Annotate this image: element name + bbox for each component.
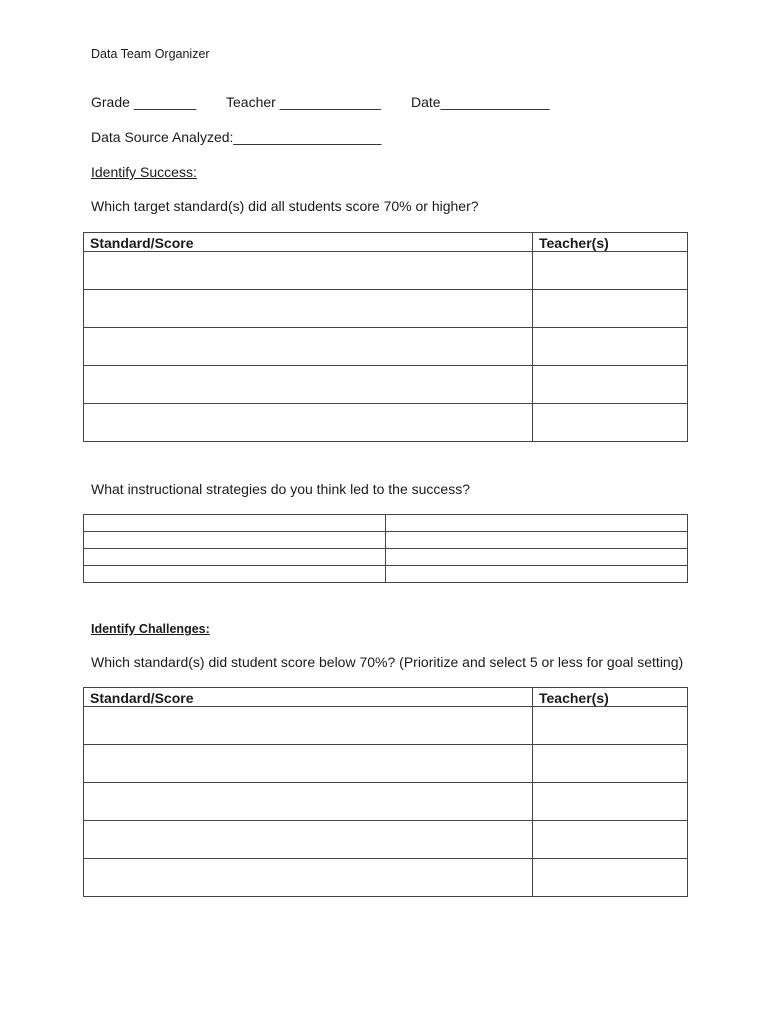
table-row	[84, 783, 688, 821]
strategies-table	[83, 514, 688, 583]
strategy-cell[interactable]	[84, 532, 386, 549]
challenges-question: Which standard(s) did student score below 70%? (Prioritize and select 5 or less for goal setting)	[91, 654, 684, 670]
teachers-cell[interactable]	[533, 404, 688, 442]
table-row	[84, 252, 688, 290]
standard-score-cell[interactable]	[84, 859, 533, 897]
strategy-cell[interactable]	[84, 515, 386, 532]
standard-score-cell[interactable]	[84, 366, 533, 404]
table-row	[84, 532, 688, 549]
teachers-cell[interactable]	[533, 366, 688, 404]
teachers-cell[interactable]	[533, 290, 688, 328]
strategy-cell[interactable]	[386, 549, 688, 566]
teachers-cell[interactable]	[533, 821, 688, 859]
standard-score-cell[interactable]	[84, 252, 533, 290]
table-row	[84, 566, 688, 583]
teachers-cell[interactable]	[533, 783, 688, 821]
table-row	[84, 821, 688, 859]
teachers-cell[interactable]	[533, 252, 688, 290]
strategy-cell[interactable]	[386, 566, 688, 583]
table-row	[84, 549, 688, 566]
challenges-standards-table	[83, 687, 688, 897]
teachers-cell[interactable]	[533, 745, 688, 783]
success-question: Which target standard(s) did all students score 70% or higher?	[91, 198, 479, 214]
strategy-cell[interactable]	[386, 532, 688, 549]
standard-score-cell[interactable]	[84, 821, 533, 859]
table-header-row	[84, 688, 688, 707]
date-label: Date	[411, 94, 441, 110]
document-title: Data Team Organizer	[91, 47, 210, 61]
column-header-standard-score: Standard/Score	[84, 688, 533, 707]
teachers-cell[interactable]	[533, 707, 688, 745]
column-header-standard-score: Standard/Score	[84, 233, 533, 252]
table-header-row	[84, 233, 688, 252]
teacher-field[interactable]	[226, 94, 381, 110]
standard-score-cell[interactable]	[84, 707, 533, 745]
data-source-blank[interactable]: ___________________	[233, 129, 382, 145]
standard-score-cell[interactable]	[84, 745, 533, 783]
table-row	[84, 859, 688, 897]
strategy-cell[interactable]	[386, 515, 688, 532]
standard-score-cell[interactable]	[84, 404, 533, 442]
strategies-question: What instructional strategies do you think led to the success?	[91, 481, 470, 497]
data-source-field[interactable]	[91, 129, 381, 145]
standard-score-cell[interactable]	[84, 290, 533, 328]
standard-score-cell[interactable]	[84, 328, 533, 366]
column-header-teachers: Teacher(s)	[533, 688, 688, 707]
success-standards-table	[83, 232, 688, 442]
data-source-label: Data Source Analyzed:	[91, 129, 234, 145]
table-row	[84, 515, 688, 532]
strategy-cell[interactable]	[84, 549, 386, 566]
table-row	[84, 328, 688, 366]
date-blank[interactable]: ______________	[440, 94, 550, 110]
teacher-blank[interactable]: _____________	[279, 94, 381, 110]
table-row	[84, 745, 688, 783]
grade-blank[interactable]: ________	[133, 94, 197, 110]
grade-label: Grade	[91, 94, 130, 110]
date-field[interactable]	[411, 94, 550, 110]
standard-score-cell[interactable]	[84, 783, 533, 821]
identify-success-heading: Identify Success:	[91, 164, 197, 180]
teachers-cell[interactable]	[533, 859, 688, 897]
strategy-cell[interactable]	[84, 566, 386, 583]
grade-field[interactable]	[91, 94, 196, 110]
column-header-teachers: Teacher(s)	[533, 233, 688, 252]
table-row	[84, 707, 688, 745]
identify-challenges-heading: Identify Challenges:	[91, 622, 210, 636]
teacher-label: Teacher	[226, 94, 276, 110]
table-row	[84, 404, 688, 442]
teachers-cell[interactable]	[533, 328, 688, 366]
table-row	[84, 366, 688, 404]
table-row	[84, 290, 688, 328]
